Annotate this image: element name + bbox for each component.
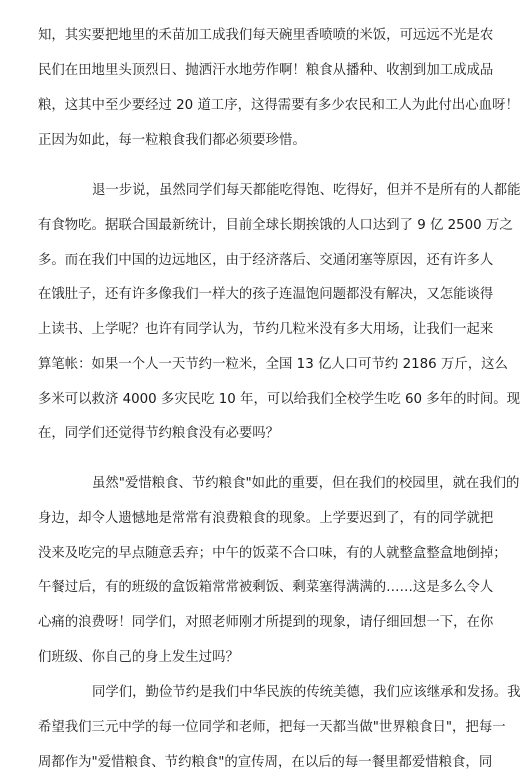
paragraph-2-line-6: 算笔帐：如果一个人一天节约一粒米，全国 13 亿人口可节约 2186 万斤，这么 [38,357,508,372]
paragraph-2-line-2: 有食物吃。据联合国最新统计，目前全球长期挨饿的人口达到了 9 亿 2500 万之 [38,218,513,233]
paragraph-2-line-4: 在饿肚子，还有许多像我们一样大的孩子连温饱问题都没有解决，又怎能谈得 [38,287,494,302]
paragraph-1-line-3: 粮，这其中至少要经过 20 道工序，这得需要有多少农民和工人为此付出心血呀！ [38,98,519,113]
paragraph-3-line-4: 午餐过后，有的班级的盒饭箱常常被剩饭、剩菜塞得满满的……这是多么令人 [38,580,494,595]
paragraph-2-line-7: 多米可以救济 4000 多灾民吃 10 年，可以给我们全校学生吃 60 多年的时间。现 [38,392,521,407]
paragraph-4-line-2: 希望我们三元中学的每一位同学和老师，把每一天都当做"世界粮食日"，把每一 [38,720,506,735]
paragraph-2-line-8: 在，同学们还觉得节约粮食没有必要吗？ [38,426,280,441]
paragraph-2-line-5: 上读书、上学呢？也许有同学认为，节约几粒米没有多大用场，让我们一起来 [38,322,494,337]
paragraph-4-line-3: 周都作为"爱惜粮食、节约粮食"的宣传周，在以后的每一餐里都爱惜粮食，同 [38,755,493,770]
paragraph-2-line-3: 多。而在我们中国的边远地区，由于经济落后、交通闭塞等原因，还有许多人 [38,253,494,268]
paragraph-3-line-3: 没来及吃完的早点随意丢弃；中午的饭菜不合口味，有的人就整盒整盒地倒掉； [38,546,507,561]
paragraph-3-line-2: 身边，却令人遗憾地是常常有浪费粮食的现象。上学要迟到了，有的同学就把 [38,511,494,526]
paragraph-3-line-1: 虽然"爱惜粮食、节约粮食"如此的重要，但在我们的校园里，就在我们的 [92,476,520,491]
paragraph-1-line-1: 知，其实要把地里的禾苗加工成我们每天碗里香喷喷的米饭，可远远不光是农 [38,28,494,43]
paragraph-4-line-1: 同学们，勤俭节约是我们中华民族的传统美德，我们应该继承和发扬。我 [92,685,521,700]
paragraph-3-line-6: 们班级、你自己的身上发生过吗？ [38,650,239,665]
paragraph-2-line-1: 退一步说，虽然同学们每天都能吃得饱、吃得好，但并不是所有的人都能 [92,183,521,198]
paragraph-3-line-5: 心痛的浪费呀！同学们，对照老师刚才所提到的现象，请仔细回想一下，在你 [38,615,494,630]
paragraph-1-line-4: 正因为如此，每一粒粮食我们都必须要珍惜。 [38,133,306,148]
paragraph-1-line-2: 民们在田地里头顶烈日、抛洒汗水地劳作啊！粮食从播种、收割到加工成成品 [38,63,494,78]
